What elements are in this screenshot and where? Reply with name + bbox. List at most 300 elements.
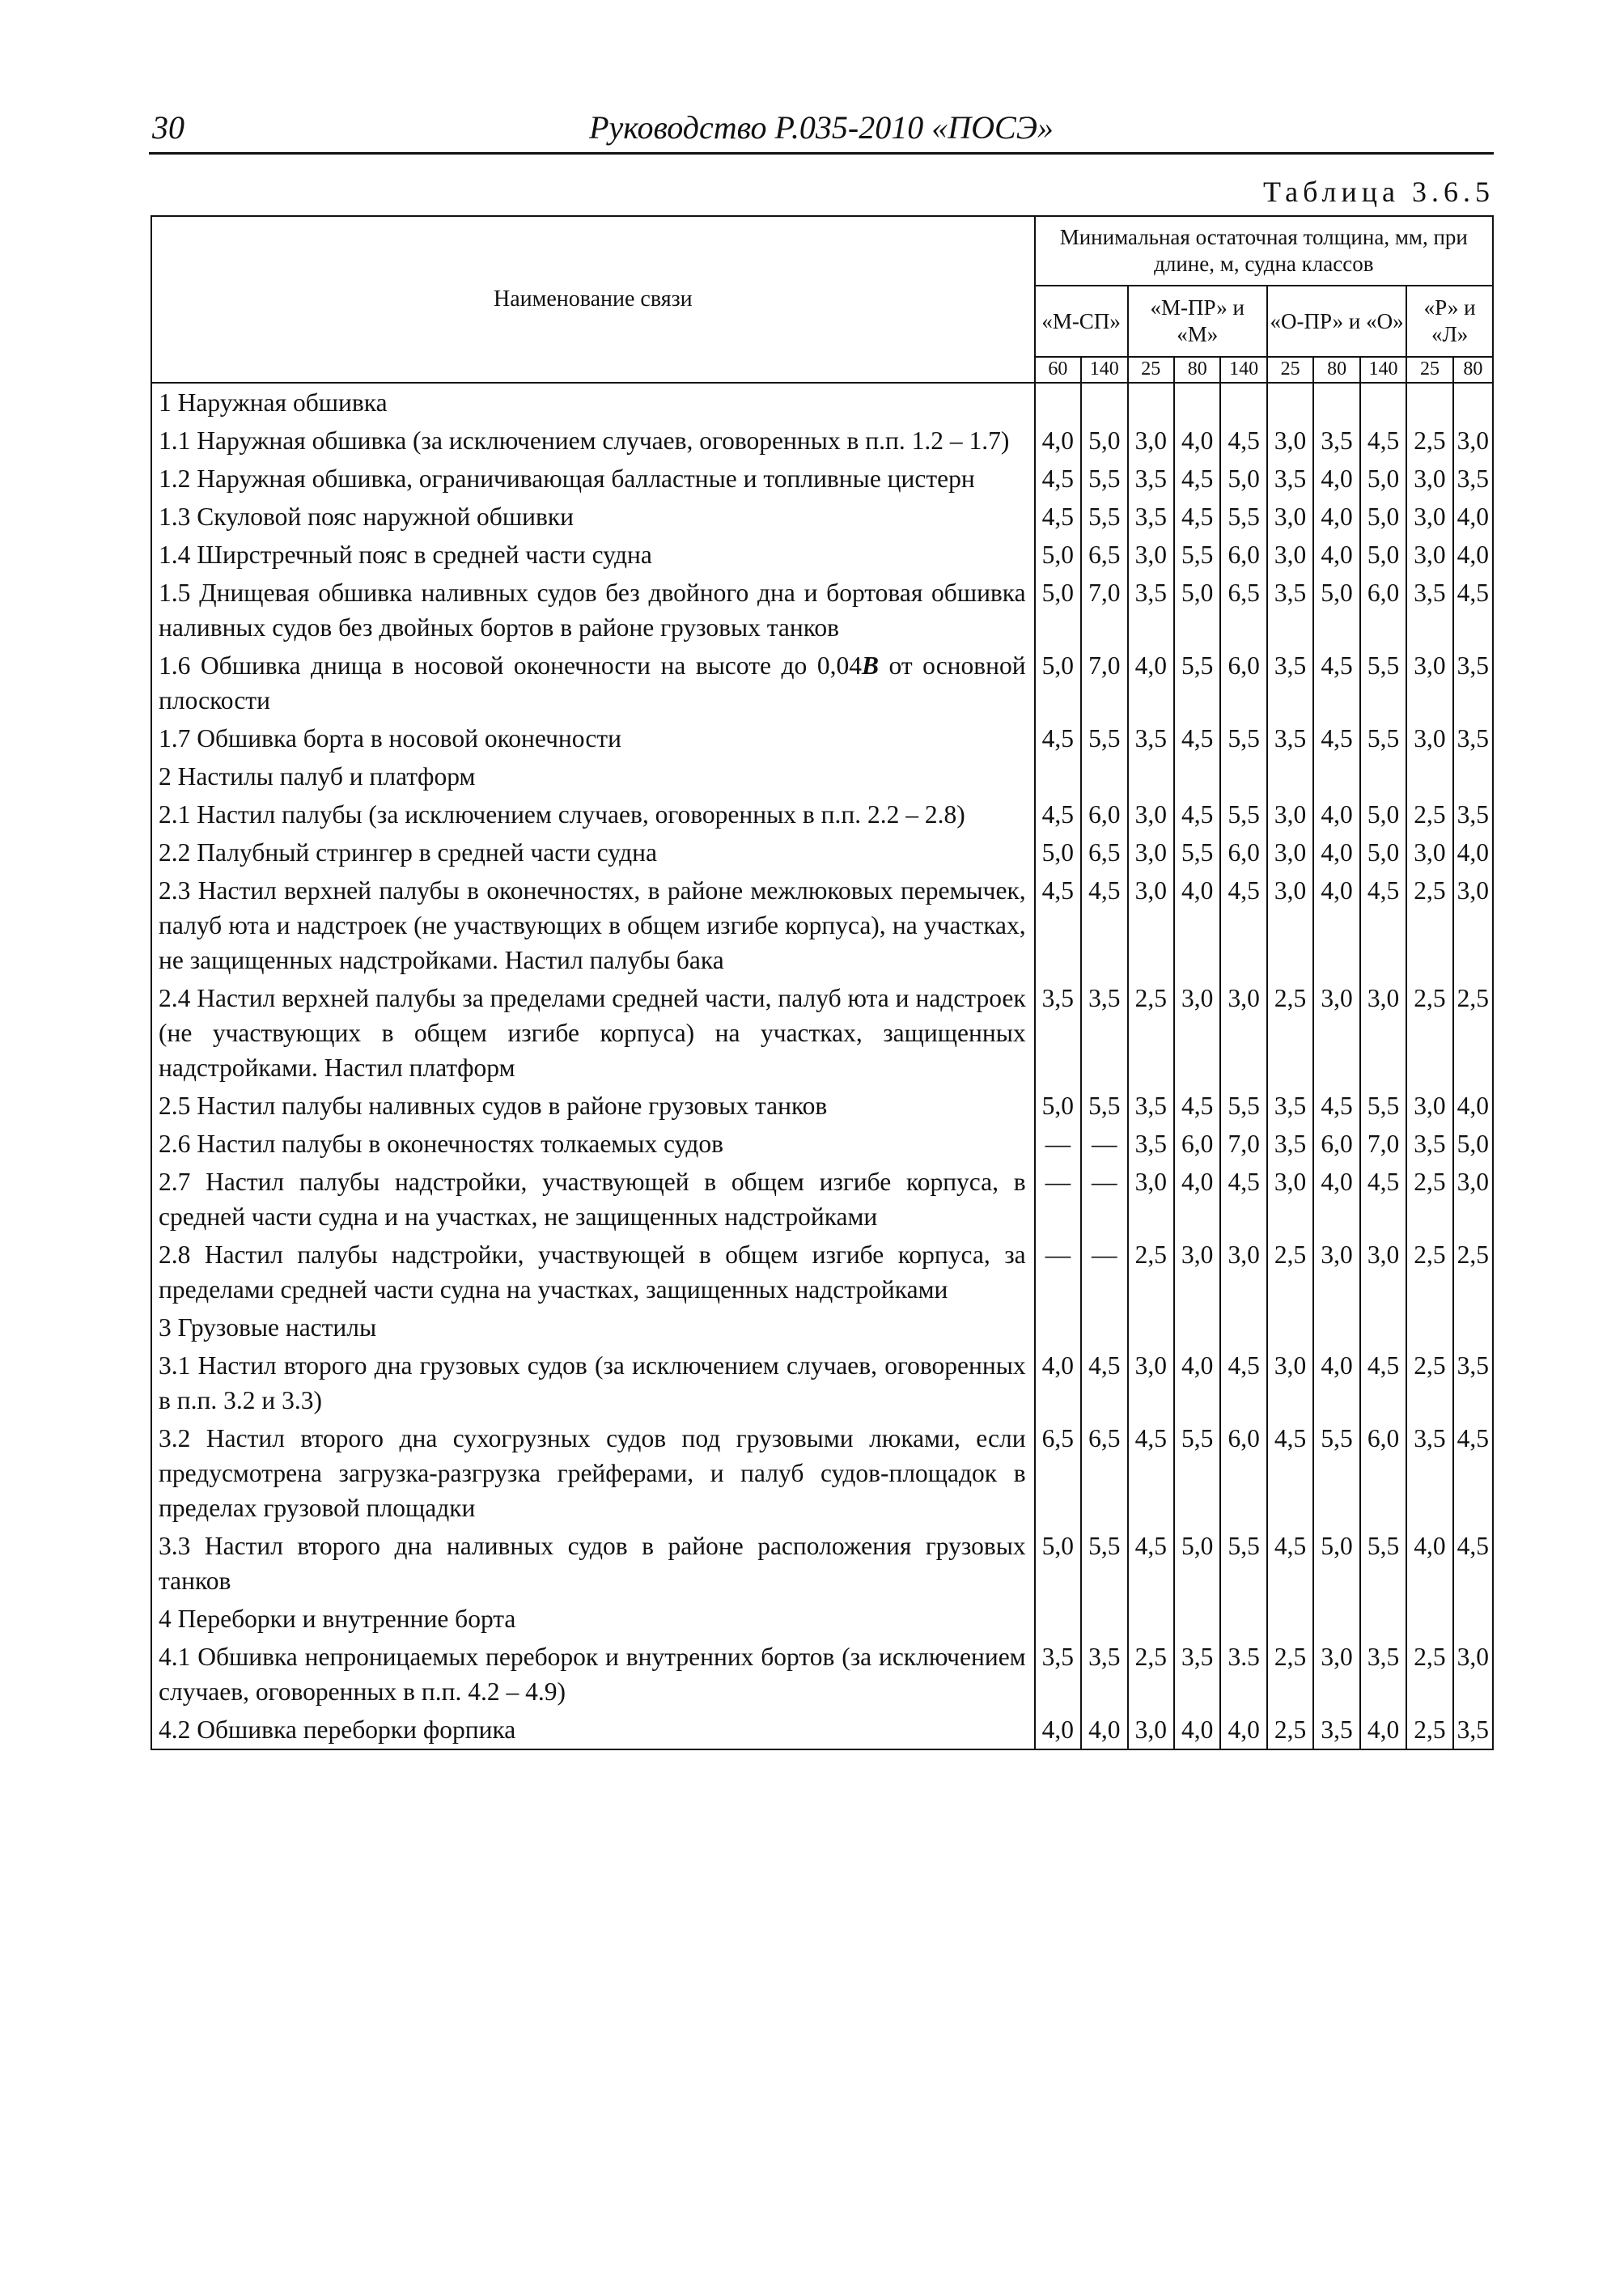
value-cell: 5,5 [1360,1087,1406,1125]
row-label [151,1638,1035,1711]
row-label-text: 1.3 Скуловой пояс наружной обшивки [159,502,574,531]
value-cell: 3,0 [1406,536,1452,574]
table-row [151,979,1493,1087]
value-cell: 3,0 [1360,979,1406,1087]
value-cell: 4,0 [1128,647,1174,719]
row-label [151,1419,1035,1527]
value-cell: 5,5 [1081,1087,1127,1125]
value-cell: 4,5 [1174,1087,1220,1125]
value-cell [1313,1308,1359,1346]
value-cell: 4,0 [1313,536,1359,574]
value-cell: 7,0 [1081,647,1127,719]
value-cell: 3,0 [1453,1638,1493,1711]
value-cell: 6,5 [1081,833,1127,871]
row-label-text: 1.2 Наружная обшивка, ограничивающая балластные и топливные цистерн [159,464,975,493]
value-cell [1081,1600,1127,1638]
row-label [151,1087,1035,1125]
value-cell: 6,0 [1360,1419,1406,1527]
row-label [151,647,1035,719]
value-cell: 4,5 [1313,1087,1359,1125]
page-number: 30 [152,109,184,146]
table-row [151,574,1493,647]
value-cell: 3,5 [1267,1087,1313,1125]
value-cell: 4,5 [1174,795,1220,833]
table-row [151,833,1493,871]
value-cell [1313,757,1359,795]
thickness-table [151,215,1494,1750]
value-cell: 4,0 [1081,1711,1127,1749]
value-cell: 4,0 [1035,422,1081,460]
value-cell: 4,0 [1313,795,1359,833]
value-cell: 4,0 [1313,1163,1359,1236]
row-label [151,719,1035,757]
value-cell: 4,0 [1453,536,1493,574]
table-caption: Таблица 3.6.5 [1263,176,1495,208]
value-cell [1360,1600,1406,1638]
row-label-text: 2.5 Настил палубы наливных судов в районе грузовых танков [159,1092,828,1120]
value-cell: 7,0 [1360,1125,1406,1163]
value-cell: 3,0 [1128,871,1174,979]
value-cell: 3,0 [1360,1236,1406,1308]
value-cell: 3,5 [1453,795,1493,833]
value-cell: 5,0 [1360,498,1406,536]
table-row [151,647,1493,719]
table-row [151,1527,1493,1600]
value-cell: 6,0 [1220,833,1266,871]
value-cell: 4,5 [1128,1419,1174,1527]
row-label [151,574,1035,647]
value-cell [1174,757,1220,795]
value-cell [1220,383,1266,422]
value-cell [1267,1600,1313,1638]
value-cell: 5,0 [1453,1125,1493,1163]
value-cell: 5,0 [1360,795,1406,833]
value-cell: 3,0 [1406,833,1452,871]
value-cell: 5,0 [1035,574,1081,647]
value-cell: 6,5 [1081,1419,1127,1527]
row-label [151,536,1035,574]
value-cell: 5,0 [1081,422,1127,460]
value-cell: 4,0 [1313,871,1359,979]
value-cell: 3,0 [1267,422,1313,460]
value-cell: 3,5 [1128,1125,1174,1163]
row-label-text: 2.8 Настил палубы надстройки, участвующей в общем изгибе корпуса, за пределами средней части судна на участках, защищенных надстройками [159,1240,1026,1304]
value-cell: 3.5 [1220,1638,1266,1711]
value-cell: 5,5 [1081,1527,1127,1600]
row-label-symbol: B [861,651,879,680]
value-cell [1081,383,1127,422]
value-cell: 4,5 [1035,719,1081,757]
value-cell: 5,5 [1220,795,1266,833]
value-cell: 3,0 [1267,833,1313,871]
value-cell: 4,5 [1174,498,1220,536]
value-cell: 2,5 [1128,1638,1174,1711]
value-cell: 3,0 [1313,1236,1359,1308]
value-cell: 4,0 [1313,1346,1359,1419]
row-label-text: 2.1 Настил палубы (за исключением случаев, оговоренных в п.п. 2.2 – 2.8) [159,800,965,829]
value-cell [1406,383,1452,422]
row-label-text: 3.1 Настил второго дна грузовых судов (за исключением случаев, оговоренных в п.п. 3.2 и 3.3) [159,1351,1026,1414]
value-cell: 2,5 [1453,1236,1493,1308]
value-cell: 5,5 [1313,1419,1359,1527]
value-cell: 4,5 [1128,1527,1174,1600]
value-cell [1220,1600,1266,1638]
value-cell: 4,5 [1220,1346,1266,1419]
table-row [151,1125,1493,1163]
value-cell: 4,5 [1174,460,1220,498]
value-cell [1360,1308,1406,1346]
row-label [151,1163,1035,1236]
value-cell: 4,5 [1081,1346,1127,1419]
value-cell: 6,5 [1035,1419,1081,1527]
length-header: 25 [1267,357,1313,383]
value-cell [1267,757,1313,795]
value-cell: 3,0 [1453,1163,1493,1236]
value-cell: 2,5 [1406,1236,1452,1308]
value-cell: 2,5 [1406,1163,1452,1236]
value-cell: 2,5 [1267,1236,1313,1308]
value-cell: 3,0 [1174,979,1220,1087]
value-cell: 3,5 [1360,1638,1406,1711]
value-cell: 4,0 [1174,422,1220,460]
row-label-text: 1 Наружная обшивка [159,388,388,417]
value-cell [1220,1308,1266,1346]
value-cell: 3,0 [1267,795,1313,833]
row-label [151,1346,1035,1419]
value-cell: 4,0 [1035,1346,1081,1419]
length-header: 140 [1220,357,1266,383]
table-row [151,1087,1493,1125]
length-header: 80 [1453,357,1493,383]
row-label-text: 4.2 Обшивка переборки форпика [159,1715,516,1744]
value-cell: 6,0 [1313,1125,1359,1163]
value-cell: 3,5 [1406,1125,1452,1163]
value-cell: 3,0 [1406,647,1452,719]
length-header: 25 [1406,357,1452,383]
value-cell: 4,0 [1035,1711,1081,1749]
value-cell: 3,5 [1406,1419,1452,1527]
value-cell: 4,5 [1035,498,1081,536]
value-cell [1035,383,1081,422]
value-cell: 4,0 [1313,460,1359,498]
value-cell: 3,5 [1128,719,1174,757]
value-cell: 4,5 [1453,1527,1493,1600]
value-cell [1406,1600,1452,1638]
value-cell: 5,5 [1360,1527,1406,1600]
value-cell: 4,0 [1220,1711,1266,1749]
row-label [151,1711,1035,1749]
value-cell: 4,5 [1360,1346,1406,1419]
value-cell: 5,5 [1220,719,1266,757]
value-cell: 3,0 [1267,498,1313,536]
value-cell [1174,1308,1220,1346]
value-cell: 3,5 [1128,498,1174,536]
row-label-text: 2 Настилы палуб и платформ [159,762,476,791]
value-cell [1453,1308,1493,1346]
value-cell: 3,0 [1174,1236,1220,1308]
table-row [151,383,1493,422]
value-cell: 5,0 [1035,1527,1081,1600]
value-cell: 5,0 [1035,833,1081,871]
length-header: 80 [1174,357,1220,383]
table-row [151,1236,1493,1308]
value-cell: 3,5 [1453,1346,1493,1419]
value-cell: 5,0 [1360,536,1406,574]
value-cell: 4,5 [1220,422,1266,460]
value-cell: — [1035,1236,1081,1308]
value-cell: 5,5 [1220,1527,1266,1600]
value-cell: 3,5 [1267,574,1313,647]
value-cell: 6,0 [1360,574,1406,647]
value-cell: 4,0 [1453,498,1493,536]
row-label-text: 4 Переборки и внутренние борта [159,1605,516,1633]
row-label [151,1600,1035,1638]
value-cell: 3,0 [1267,536,1313,574]
class-header: «О-ПР» и «О» [1267,286,1406,357]
value-cell: 4,5 [1360,1163,1406,1236]
value-cell: 2,5 [1406,979,1452,1087]
value-cell: 4,5 [1267,1419,1313,1527]
value-cell: 5,0 [1360,460,1406,498]
value-cell: 3,0 [1128,1711,1174,1749]
value-cell: 4,5 [1453,574,1493,647]
value-cell: 2,5 [1406,795,1452,833]
value-cell: 2,5 [1128,1236,1174,1308]
length-header: 60 [1035,357,1081,383]
value-cell [1035,1308,1081,1346]
value-cell: 3,5 [1267,647,1313,719]
value-cell: 7,0 [1081,574,1127,647]
value-cell: 4,0 [1453,1087,1493,1125]
value-cell: 3,0 [1267,1346,1313,1419]
value-cell: 2,5 [1406,871,1452,979]
value-cell: 5,5 [1174,647,1220,719]
row-label [151,979,1035,1087]
value-cell: 5,0 [1035,1087,1081,1125]
value-cell: 4,5 [1360,422,1406,460]
value-cell: 3,0 [1128,1346,1174,1419]
value-cell: 5,5 [1220,1087,1266,1125]
value-cell [1406,757,1452,795]
value-cell: 3,0 [1267,1163,1313,1236]
value-cell: 4,5 [1035,460,1081,498]
value-cell [1035,1600,1081,1638]
row-label [151,795,1035,833]
value-cell [1174,383,1220,422]
value-cell: 6,0 [1174,1125,1220,1163]
value-cell [1220,757,1266,795]
value-cell: 2,5 [1453,979,1493,1087]
name-column-header: Наименование связи [151,216,1035,383]
value-cell [1128,1600,1174,1638]
value-cell [1128,757,1174,795]
value-cell: 3,0 [1313,1638,1359,1711]
row-label [151,757,1035,795]
value-cell: 4,5 [1360,871,1406,979]
value-cell: 4,0 [1406,1527,1452,1600]
value-cell: 3,0 [1128,833,1174,871]
value-cell [1081,1308,1127,1346]
value-cell: 3,0 [1128,536,1174,574]
row-label [151,1527,1035,1600]
class-header: «М-ПР» и «М» [1128,286,1267,357]
value-cell: 3,5 [1313,1711,1359,1749]
value-cell: 5,0 [1035,536,1081,574]
value-cell: — [1035,1163,1081,1236]
value-cell [1313,1600,1359,1638]
value-cell [1267,383,1313,422]
value-cell: 6,0 [1220,536,1266,574]
value-cell: 4,5 [1035,795,1081,833]
value-cell: 3,0 [1128,422,1174,460]
length-header: 140 [1360,357,1406,383]
value-cell [1453,757,1493,795]
value-cell: 5,5 [1081,460,1127,498]
row-label-text: 2.6 Настил палубы в оконечностях толкаемых судов [159,1130,723,1158]
row-label-text: 3 Грузовые настилы [159,1313,377,1342]
table-row [151,498,1493,536]
row-label [151,383,1035,422]
row-label-text: от основной плоскости [159,651,1026,714]
value-cell: 3,5 [1128,574,1174,647]
table-row [151,871,1493,979]
value-cell: 7,0 [1220,1125,1266,1163]
value-cell: 3,5 [1128,460,1174,498]
row-label [151,871,1035,979]
value-cell: 4,0 [1453,833,1493,871]
row-label-text: 1.1 Наружная обшивка (за исключением случаев, оговоренных в п.п. 1.2 – 1.7) [159,426,1010,455]
value-cell: 6,5 [1081,536,1127,574]
length-header: 25 [1128,357,1174,383]
value-cell: 3,5 [1081,979,1127,1087]
value-cell: 2,5 [1267,979,1313,1087]
value-cell: 6,0 [1081,795,1127,833]
value-cell: 5,0 [1313,1527,1359,1600]
value-cell: 5,5 [1081,719,1127,757]
table-row [151,1711,1493,1749]
table-row [151,422,1493,460]
running-header [149,107,1494,155]
group-header: Минимальная остаточная толщина, мм, при длине, м, судна классов [1035,216,1493,286]
value-cell: 5,5 [1360,719,1406,757]
value-cell: 3,5 [1267,460,1313,498]
value-cell: — [1081,1236,1127,1308]
value-cell: 6,5 [1220,574,1266,647]
value-cell: 2,5 [1406,1638,1452,1711]
table-row [151,1163,1493,1236]
row-label-text: 3.2 Настил второго дна сухогрузных судов под грузовыми люками, если предусмотрена загрузка-разгрузка грейферами, и палуб судов-площадок в пределах грузовой площадки [159,1424,1026,1522]
value-cell: 2,5 [1267,1638,1313,1711]
row-label-text: 2.2 Палубный стрингер в средней части судна [159,838,657,867]
value-cell: 3,0 [1406,719,1452,757]
value-cell: 3,5 [1081,1638,1127,1711]
table-row [151,1308,1493,1346]
value-cell: 4,5 [1174,719,1220,757]
value-cell: 2,5 [1406,422,1452,460]
value-cell: 3,5 [1128,1087,1174,1125]
value-cell: 5,5 [1174,1419,1220,1527]
row-label [151,422,1035,460]
value-cell: 5,0 [1174,1527,1220,1600]
value-cell: 4,5 [1267,1527,1313,1600]
value-cell: 2,5 [1128,979,1174,1087]
row-label-text: 3.3 Настил второго дна наливных судов в районе расположения грузовых танков [159,1532,1026,1595]
row-label-text: 1.7 Обшивка борта в носовой оконечности [159,724,621,753]
value-cell [1174,1600,1220,1638]
value-cell: 3,5 [1035,979,1081,1087]
value-cell: 3,0 [1313,979,1359,1087]
value-cell: 3,0 [1220,1236,1266,1308]
value-cell [1360,383,1406,422]
value-cell: 5,5 [1174,833,1220,871]
value-cell [1267,1308,1313,1346]
value-cell: 4,5 [1035,871,1081,979]
value-cell: 4,0 [1313,498,1359,536]
row-label [151,460,1035,498]
value-cell: 3,0 [1453,422,1493,460]
value-cell: 4,5 [1453,1419,1493,1527]
value-cell: — [1081,1125,1127,1163]
document-title: Руководство Р.035-2010 «ПОСЭ» [589,109,1054,146]
value-cell: 3,0 [1128,795,1174,833]
row-label-text: 2.4 Настил верхней палубы за пределами средней части, палуб юта и надстроек (не участвующих в общем изгибе корпуса) на участках, защищенных надстройками. Настил платформ [159,984,1026,1082]
row-label [151,1308,1035,1346]
value-cell [1453,1600,1493,1638]
row-label-text: 1.6 Обшивка днища в носовой оконечности на высоте до 0,04 [159,651,862,680]
value-cell: 3,0 [1128,1163,1174,1236]
length-header: 140 [1081,357,1127,383]
value-cell: 3,5 [1453,460,1493,498]
value-cell: 4,0 [1360,1711,1406,1749]
value-cell: — [1081,1163,1127,1236]
value-cell: 3,0 [1220,979,1266,1087]
value-cell: 6,0 [1220,1419,1266,1527]
value-cell: 3,0 [1406,498,1452,536]
value-cell: 3,5 [1453,1711,1493,1749]
value-cell: 3,5 [1313,422,1359,460]
table-row [151,795,1493,833]
value-cell: 5,5 [1220,498,1266,536]
value-cell: 3,0 [1453,871,1493,979]
value-cell: 3,5 [1267,1125,1313,1163]
value-cell [1035,757,1081,795]
value-cell: 5,0 [1174,574,1220,647]
value-cell: — [1035,1125,1081,1163]
value-cell: 2,5 [1406,1346,1452,1419]
value-cell [1081,757,1127,795]
value-cell: 4,5 [1220,1163,1266,1236]
value-cell [1453,383,1493,422]
value-cell: 4,5 [1081,871,1127,979]
length-header: 80 [1313,357,1359,383]
table-row [151,536,1493,574]
value-cell: 4,0 [1174,871,1220,979]
value-cell: 2,5 [1267,1711,1313,1749]
value-cell: 5,0 [1360,833,1406,871]
value-cell: 3,5 [1453,719,1493,757]
value-cell: 4,0 [1174,1163,1220,1236]
row-label [151,1125,1035,1163]
row-label-text: 2.7 Настил палубы надстройки, участвующей в общем изгибе корпуса, в средней части судна и на участках, не защищенных надстройками [159,1168,1026,1231]
row-label [151,498,1035,536]
class-header: «Р» и «Л» [1406,286,1493,357]
value-cell: 5,5 [1081,498,1127,536]
row-label-text: 2.3 Настил верхней палубы в оконечностях, в районе межлюковых перемычек, палуб юта и надстроек (не участвующих в общем изгибе корпуса), на участках, не защищенных надстройками. Настил палубы бака [159,876,1026,974]
table-row [151,1346,1493,1419]
value-cell: 3,5 [1174,1638,1220,1711]
table-row [151,1638,1493,1711]
value-cell [1313,383,1359,422]
